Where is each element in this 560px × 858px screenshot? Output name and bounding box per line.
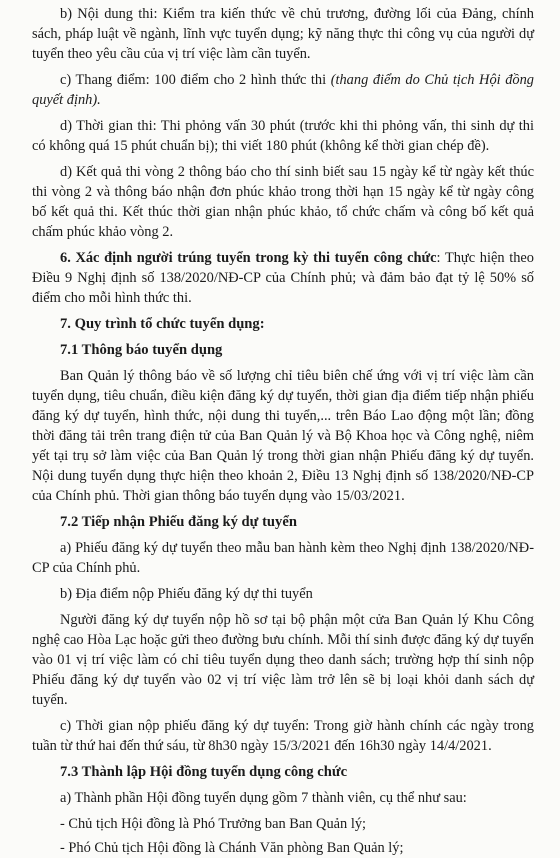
scoring-text: c) Thang điểm: 100 điểm cho 2 hình thức thi bbox=[60, 72, 331, 88]
section-7-1-body: Ban Quản lý thông báo về số lượng chỉ tiêu biên chế ứng với vị trí việc làm cần tuyển dụng, tiêu chuẩn, điều kiện đăng ký dự tuyển, thời gian địa điểm tiếp nhận phiếu đăng ký dự tuyển, hình thức, nội dung thi tuyển,... trên Báo Lao động một lần; đồng thời đăng tải trên trang điện tử của Ban Quản lý và Bộ Khoa học và Công nghệ, niêm yết tại trụ sở làm việc của Ban Quản lý trong thời gian nhận Phiếu đăng ký dự tuyển. Nội dung tuyển dụng thực hiện theo khoản 2, Điều 13 Nghị định số 138/2020/NĐ-CP của Chính phủ. Thời gian thông báo tuyển dụng vào 15/03/2021. bbox=[32, 368, 534, 504]
section-7-2-a: a) Phiếu đăng ký dự tuyển theo mẫu ban hành kèm theo Nghị định 138/2020/NĐ-CP của Chính phủ. bbox=[32, 540, 534, 576]
section-7-heading: 7. Quy trình tổ chức tuyển dụng: bbox=[60, 316, 265, 332]
paragraph-exam-content: b) Nội dung thi: Kiểm tra kiến thức về chủ trương, đường lối của Đảng, chính sách, pháp luật về ngành, lĩnh vực tuyển dụng; kỹ năng thực thi công vụ của người dự tuyển theo yêu cầu của vị trí việc làm cần tuyển. bbox=[32, 6, 534, 62]
paragraph-scoring bbox=[32, 70, 534, 110]
paragraph-exam-time: d) Thời gian thi: Thi phỏng vấn 30 phút (trước khi thi phỏng vấn, thi sinh dự thi có không quá 15 phút chuẩn bị); thi viết 180 phút (không kể thời gian chép đề). bbox=[32, 118, 534, 154]
section-7-1-heading: 7.1 Thông báo tuyển dụng bbox=[60, 342, 223, 358]
council-vice-chair: - Phó Chủ tịch Hội đồng là Chánh Văn phòng Ban Quản lý; bbox=[60, 840, 404, 856]
section-7-2-c: c) Thời gian nộp phiếu đăng ký dự tuyển: Trong giờ hành chính các ngày trong tuần từ thứ hai đến thứ sáu, từ 8h30 ngày 15/3/2021 đến 16h30 ngày 14/4/2021. bbox=[32, 718, 534, 754]
paragraph-results: d) Kết quả thi vòng 2 thông báo cho thí sinh biết sau 15 ngày kể từ ngày kết thúc thi vòng 2 và thông báo nhận đơn phúc khảo trong thời hạn 15 ngày kể từ ngày công bố kết quả thi. Kết thúc thời gian nhận phúc khảo, tổ chức chấm và công bố kết quả chấm phúc khảo vòng 2. bbox=[32, 164, 534, 240]
section-6-body: : Thực hiện theo Điều 9 Nghị định số 138/2020/NĐ-CP của Chính phủ; và đảm bảo đạt tỷ lệ 50% số điểm cho mỗi hình thức thi. bbox=[32, 250, 535, 306]
section-7-2-b-body: Người đăng ký dự tuyển nộp hồ sơ tại bộ phận một cửa Ban Quản lý Khu Công nghệ cao Hòa Lạc hoặc gửi theo đường bưu chính. Mỗi thí sinh được đăng ký dự tuyển vào 01 vị trí việc làm có chỉ tiêu tuyển dụng theo danh sách; trường hợp thí sinh nộp Phiếu đăng ký dự tuyển vào 02 vị trí việc làm trở lên sẽ bị loại khỏi danh sách dự tuyển. bbox=[32, 612, 534, 708]
section-7-3-a: a) Thành phần Hội đồng tuyển dụng gồm 7 thành viên, cụ thể như sau: bbox=[60, 790, 467, 806]
section-6-title: 6. Xác định người trúng tuyển trong kỳ thi tuyển công chức bbox=[60, 250, 437, 266]
section-7-3-heading: 7.3 Thành lập Hội đồng tuyển dụng công chức bbox=[60, 764, 348, 780]
scoring-note: (thang điểm do Chủ tịch Hội đồng quyết định). bbox=[32, 72, 534, 108]
section-6 bbox=[32, 248, 534, 308]
section-7-2-heading: 7.2 Tiếp nhận Phiếu đăng ký dự tuyển bbox=[60, 514, 297, 530]
section-7-2-b: b) Địa điểm nộp Phiếu đăng ký dự thi tuyển bbox=[60, 586, 313, 602]
council-chair: - Chủ tịch Hội đồng là Phó Trưởng ban Ban Quản lý; bbox=[60, 816, 367, 832]
